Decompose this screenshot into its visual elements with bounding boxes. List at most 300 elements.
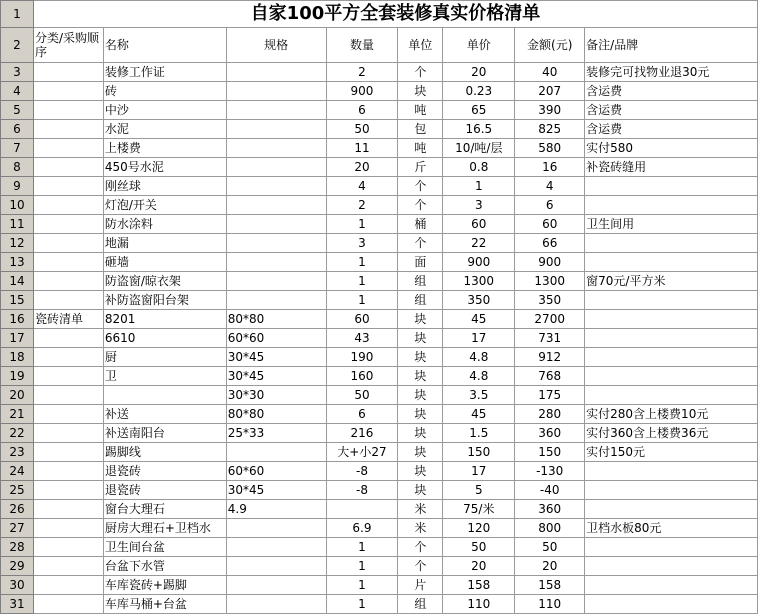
price-cell[interactable]: 45 — [443, 310, 515, 329]
note-cell[interactable]: 卫生间用 — [585, 215, 758, 234]
price-cell[interactable]: 17 — [443, 462, 515, 481]
unit-cell[interactable]: 块 — [398, 367, 443, 386]
price-cell[interactable]: 45 — [443, 405, 515, 424]
qty-cell[interactable]: 20 — [326, 158, 398, 177]
spec-cell[interactable] — [226, 595, 326, 614]
amount-cell[interactable]: 158 — [515, 576, 585, 595]
price-cell[interactable]: 3 — [443, 196, 515, 215]
unit-cell[interactable]: 个 — [398, 557, 443, 576]
table-row — [1, 462, 758, 481]
spec-cell[interactable]: 80*80 — [226, 310, 326, 329]
spec-cell[interactable]: 30*30 — [226, 386, 326, 405]
note-cell[interactable] — [585, 557, 758, 576]
column-header-qty[interactable]: 数量 — [326, 28, 398, 63]
qty-cell[interactable]: 43 — [326, 329, 398, 348]
row-header[interactable]: 9 — [1, 177, 34, 196]
table-row — [1, 291, 758, 310]
qty-cell[interactable]: 50 — [326, 120, 398, 139]
row-header[interactable]: 1 — [1, 1, 34, 28]
price-cell[interactable]: 1300 — [443, 272, 515, 291]
row-header[interactable]: 25 — [1, 481, 34, 500]
name-cell[interactable]: 450号水泥 — [103, 158, 226, 177]
price-cell[interactable]: 4.8 — [443, 367, 515, 386]
price-cell[interactable]: 50 — [443, 538, 515, 557]
note-cell[interactable] — [585, 595, 758, 614]
row-header[interactable]: 13 — [1, 253, 34, 272]
amount-cell[interactable]: 900 — [515, 253, 585, 272]
category-cell[interactable] — [33, 424, 103, 443]
price-cell[interactable]: 1.5 — [443, 424, 515, 443]
note-cell[interactable] — [585, 329, 758, 348]
spec-cell[interactable] — [226, 253, 326, 272]
amount-cell[interactable]: 360 — [515, 500, 585, 519]
spec-cell[interactable] — [226, 519, 326, 538]
column-header-amount[interactable]: 金额(元) — [515, 28, 585, 63]
spec-cell[interactable] — [226, 63, 326, 82]
unit-cell[interactable]: 米 — [398, 519, 443, 538]
amount-cell[interactable]: 800 — [515, 519, 585, 538]
unit-cell[interactable]: 桶 — [398, 215, 443, 234]
name-cell[interactable]: 防盗窗/晾衣架 — [103, 272, 226, 291]
category-cell[interactable] — [33, 291, 103, 310]
qty-cell[interactable]: 11 — [326, 139, 398, 158]
price-cell[interactable]: 60 — [443, 215, 515, 234]
category-cell[interactable] — [33, 158, 103, 177]
price-cell[interactable]: 75/米 — [443, 500, 515, 519]
amount-cell[interactable]: 2700 — [515, 310, 585, 329]
amount-cell[interactable]: 16 — [515, 158, 585, 177]
spec-cell[interactable] — [226, 291, 326, 310]
note-cell[interactable] — [585, 481, 758, 500]
unit-cell[interactable]: 个 — [398, 63, 443, 82]
amount-cell[interactable]: 150 — [515, 443, 585, 462]
note-cell[interactable]: 实付280含上楼费10元 — [585, 405, 758, 424]
price-cell[interactable]: 20 — [443, 557, 515, 576]
table-row — [1, 576, 758, 595]
note-cell[interactable]: 实付360含上楼费36元 — [585, 424, 758, 443]
qty-cell[interactable]: 900 — [326, 82, 398, 101]
note-cell[interactable]: 补瓷砖缝用 — [585, 158, 758, 177]
qty-cell[interactable]: 1 — [326, 595, 398, 614]
unit-cell[interactable]: 吨 — [398, 139, 443, 158]
name-cell[interactable]: 上楼费 — [103, 139, 226, 158]
amount-cell[interactable]: 1300 — [515, 272, 585, 291]
name-cell[interactable]: 卫 — [103, 367, 226, 386]
amount-cell[interactable]: 207 — [515, 82, 585, 101]
note-cell[interactable]: 含运费 — [585, 101, 758, 120]
spec-cell[interactable]: 30*45 — [226, 481, 326, 500]
note-cell[interactable] — [585, 291, 758, 310]
table-row — [1, 538, 758, 557]
qty-cell[interactable]: 190 — [326, 348, 398, 367]
note-cell[interactable] — [585, 538, 758, 557]
table-row — [1, 253, 758, 272]
qty-cell[interactable]: 6.9 — [326, 519, 398, 538]
name-cell[interactable] — [103, 386, 226, 405]
amount-cell[interactable]: 40 — [515, 63, 585, 82]
column-header-price[interactable]: 单价 — [443, 28, 515, 63]
name-cell[interactable]: 台盆下水管 — [103, 557, 226, 576]
table-row — [1, 481, 758, 500]
table-row — [1, 158, 758, 177]
note-cell[interactable]: 实付150元 — [585, 443, 758, 462]
row-header[interactable]: 7 — [1, 139, 34, 158]
amount-cell[interactable]: 768 — [515, 367, 585, 386]
price-cell[interactable]: 350 — [443, 291, 515, 310]
qty-cell[interactable]: -8 — [326, 481, 398, 500]
row-header[interactable]: 12 — [1, 234, 34, 253]
category-cell[interactable] — [33, 101, 103, 120]
category-cell[interactable] — [33, 519, 103, 538]
category-cell[interactable] — [33, 386, 103, 405]
price-cell[interactable]: 1 — [443, 177, 515, 196]
spec-cell[interactable]: 60*60 — [226, 329, 326, 348]
amount-cell[interactable]: -130 — [515, 462, 585, 481]
row-header[interactable]: 17 — [1, 329, 34, 348]
spec-cell[interactable] — [226, 101, 326, 120]
table-row — [1, 101, 758, 120]
name-cell[interactable]: 补送 — [103, 405, 226, 424]
unit-cell[interactable]: 块 — [398, 443, 443, 462]
category-cell[interactable] — [33, 329, 103, 348]
row-header[interactable]: 21 — [1, 405, 34, 424]
category-cell[interactable] — [33, 538, 103, 557]
unit-cell[interactable]: 块 — [398, 462, 443, 481]
table-row — [1, 177, 758, 196]
category-cell[interactable] — [33, 443, 103, 462]
spec-cell[interactable]: 30*45 — [226, 348, 326, 367]
row-header[interactable]: 31 — [1, 595, 34, 614]
row-header[interactable]: 23 — [1, 443, 34, 462]
spec-cell[interactable] — [226, 120, 326, 139]
category-cell[interactable] — [33, 253, 103, 272]
price-cell[interactable]: 10/吨/层 — [443, 139, 515, 158]
category-cell[interactable] — [33, 177, 103, 196]
spec-cell[interactable]: 30*45 — [226, 367, 326, 386]
category-cell[interactable] — [33, 82, 103, 101]
table-row — [1, 272, 758, 291]
table-row — [1, 82, 758, 101]
category-cell[interactable] — [33, 405, 103, 424]
category-cell[interactable] — [33, 215, 103, 234]
qty-cell[interactable]: 1 — [326, 215, 398, 234]
row-header[interactable]: 2 — [1, 28, 34, 63]
name-cell[interactable]: 退瓷砖 — [103, 462, 226, 481]
column-header-spec[interactable]: 规格 — [226, 28, 326, 63]
spec-cell[interactable]: 60*60 — [226, 462, 326, 481]
table-row — [1, 120, 758, 139]
row-header[interactable]: 4 — [1, 82, 34, 101]
name-cell[interactable]: 中沙 — [103, 101, 226, 120]
table-row — [1, 519, 758, 538]
row-header[interactable]: 29 — [1, 557, 34, 576]
price-cell[interactable]: 65 — [443, 101, 515, 120]
note-cell[interactable] — [585, 234, 758, 253]
table-row — [1, 139, 758, 158]
row-header[interactable]: 22 — [1, 424, 34, 443]
name-cell[interactable]: 退瓷砖 — [103, 481, 226, 500]
name-cell[interactable]: 厨房大理石+卫档水 — [103, 519, 226, 538]
qty-cell[interactable]: 1 — [326, 557, 398, 576]
row-header[interactable]: 24 — [1, 462, 34, 481]
amount-cell[interactable]: 350 — [515, 291, 585, 310]
qty-cell[interactable]: 6 — [326, 405, 398, 424]
note-cell[interactable] — [585, 196, 758, 215]
amount-cell[interactable]: 50 — [515, 538, 585, 557]
price-cell[interactable]: 150 — [443, 443, 515, 462]
table-row — [1, 348, 758, 367]
spec-cell[interactable]: 80*80 — [226, 405, 326, 424]
price-cell[interactable]: 0.8 — [443, 158, 515, 177]
qty-cell[interactable]: 大+小27 — [326, 443, 398, 462]
category-cell[interactable] — [33, 63, 103, 82]
unit-cell[interactable]: 米 — [398, 500, 443, 519]
column-header-category[interactable]: 分类/采购顺序 — [33, 28, 103, 63]
category-cell[interactable] — [33, 272, 103, 291]
name-cell[interactable]: 补防盗窗阳台架 — [103, 291, 226, 310]
unit-cell[interactable]: 块 — [398, 310, 443, 329]
qty-cell[interactable]: 60 — [326, 310, 398, 329]
table-row — [1, 215, 758, 234]
unit-cell[interactable]: 包 — [398, 120, 443, 139]
unit-cell[interactable]: 块 — [398, 82, 443, 101]
row-header[interactable]: 30 — [1, 576, 34, 595]
category-cell[interactable] — [33, 348, 103, 367]
spec-cell[interactable] — [226, 443, 326, 462]
table-row — [1, 367, 758, 386]
spec-cell[interactable] — [226, 576, 326, 595]
name-cell[interactable]: 踢脚线 — [103, 443, 226, 462]
row-header[interactable]: 16 — [1, 310, 34, 329]
unit-cell[interactable]: 个 — [398, 196, 443, 215]
table-row — [1, 424, 758, 443]
note-cell[interactable] — [585, 367, 758, 386]
unit-cell[interactable]: 组 — [398, 595, 443, 614]
name-cell[interactable]: 防水涂料 — [103, 215, 226, 234]
name-cell[interactable]: 灯泡/开关 — [103, 196, 226, 215]
price-cell[interactable]: 16.5 — [443, 120, 515, 139]
note-cell[interactable] — [585, 386, 758, 405]
unit-cell[interactable]: 块 — [398, 424, 443, 443]
header-row — [1, 28, 758, 63]
qty-cell[interactable]: 1 — [326, 576, 398, 595]
unit-cell[interactable]: 吨 — [398, 101, 443, 120]
note-cell[interactable] — [585, 576, 758, 595]
qty-cell[interactable]: 50 — [326, 386, 398, 405]
table-row — [1, 329, 758, 348]
row-header[interactable]: 15 — [1, 291, 34, 310]
column-header-note[interactable]: 备注/品牌 — [585, 28, 758, 63]
note-cell[interactable]: 装修完可找物业退30元 — [585, 63, 758, 82]
note-cell[interactable]: 窗70元/平方米 — [585, 272, 758, 291]
category-cell[interactable] — [33, 367, 103, 386]
name-cell[interactable]: 刚丝球 — [103, 177, 226, 196]
spec-cell[interactable] — [226, 215, 326, 234]
table-row — [1, 63, 758, 82]
qty-cell[interactable]: -8 — [326, 462, 398, 481]
table-row — [1, 196, 758, 215]
note-cell[interactable] — [585, 253, 758, 272]
price-cell[interactable]: 158 — [443, 576, 515, 595]
category-cell[interactable] — [33, 576, 103, 595]
unit-cell[interactable]: 个 — [398, 538, 443, 557]
category-cell[interactable] — [33, 462, 103, 481]
spec-cell[interactable] — [226, 272, 326, 291]
price-cell[interactable]: 22 — [443, 234, 515, 253]
name-cell[interactable]: 厨 — [103, 348, 226, 367]
qty-cell[interactable]: 3 — [326, 234, 398, 253]
price-cell[interactable]: 20 — [443, 63, 515, 82]
qty-cell[interactable]: 1 — [326, 272, 398, 291]
amount-cell[interactable]: 731 — [515, 329, 585, 348]
spec-cell[interactable]: 25*33 — [226, 424, 326, 443]
unit-cell[interactable]: 块 — [398, 386, 443, 405]
row-header[interactable]: 26 — [1, 500, 34, 519]
name-cell[interactable]: 卫生间台盆 — [103, 538, 226, 557]
price-cell[interactable]: 0.23 — [443, 82, 515, 101]
qty-cell[interactable]: 1 — [326, 538, 398, 557]
row-header[interactable]: 28 — [1, 538, 34, 557]
unit-cell[interactable]: 块 — [398, 405, 443, 424]
note-cell[interactable]: 实付580 — [585, 139, 758, 158]
category-cell[interactable] — [33, 120, 103, 139]
note-cell[interactable]: 含运费 — [585, 120, 758, 139]
spec-cell[interactable] — [226, 177, 326, 196]
unit-cell[interactable]: 组 — [398, 291, 443, 310]
row-header[interactable]: 19 — [1, 367, 34, 386]
note-cell[interactable] — [585, 310, 758, 329]
sheet-title[interactable]: 自家100平方全套装修真实价格清单 — [33, 1, 757, 28]
note-cell[interactable]: 含运费 — [585, 82, 758, 101]
price-cell[interactable]: 3.5 — [443, 386, 515, 405]
spec-cell[interactable]: 4.9 — [226, 500, 326, 519]
amount-cell[interactable]: 912 — [515, 348, 585, 367]
price-cell[interactable]: 5 — [443, 481, 515, 500]
note-cell[interactable] — [585, 348, 758, 367]
category-cell[interactable] — [33, 481, 103, 500]
amount-cell[interactable]: 6 — [515, 196, 585, 215]
row-header[interactable]: 18 — [1, 348, 34, 367]
amount-cell[interactable]: 580 — [515, 139, 585, 158]
name-cell[interactable]: 车库马桶+台盆 — [103, 595, 226, 614]
name-cell[interactable]: 补送南阳台 — [103, 424, 226, 443]
qty-cell[interactable]: 6 — [326, 101, 398, 120]
unit-cell[interactable]: 片 — [398, 576, 443, 595]
name-cell[interactable]: 砖 — [103, 82, 226, 101]
price-cell[interactable]: 17 — [443, 329, 515, 348]
name-cell[interactable]: 车库瓷砖+踢脚 — [103, 576, 226, 595]
note-cell[interactable]: 卫档水板80元 — [585, 519, 758, 538]
category-cell[interactable] — [33, 557, 103, 576]
category-cell[interactable] — [33, 500, 103, 519]
amount-cell[interactable]: 66 — [515, 234, 585, 253]
amount-cell[interactable]: 390 — [515, 101, 585, 120]
table-row — [1, 405, 758, 424]
note-cell[interactable] — [585, 462, 758, 481]
amount-cell[interactable]: -40 — [515, 481, 585, 500]
spec-cell[interactable] — [226, 158, 326, 177]
unit-cell[interactable]: 块 — [398, 329, 443, 348]
note-cell[interactable] — [585, 500, 758, 519]
name-cell[interactable]: 装修工作证 — [103, 63, 226, 82]
unit-cell[interactable]: 组 — [398, 272, 443, 291]
qty-cell[interactable]: 4 — [326, 177, 398, 196]
spec-cell[interactable] — [226, 234, 326, 253]
category-cell[interactable] — [33, 196, 103, 215]
spec-cell[interactable] — [226, 139, 326, 158]
category-cell[interactable] — [33, 139, 103, 158]
name-cell[interactable]: 水泥 — [103, 120, 226, 139]
unit-cell[interactable]: 个 — [398, 234, 443, 253]
name-cell[interactable]: 砸墙 — [103, 253, 226, 272]
row-header[interactable]: 11 — [1, 215, 34, 234]
qty-cell[interactable]: 160 — [326, 367, 398, 386]
column-header-name[interactable]: 名称 — [103, 28, 226, 63]
amount-cell[interactable]: 360 — [515, 424, 585, 443]
category-cell[interactable]: 瓷砖清单 — [33, 310, 103, 329]
price-cell[interactable]: 120 — [443, 519, 515, 538]
price-cell[interactable]: 900 — [443, 253, 515, 272]
row-header[interactable]: 27 — [1, 519, 34, 538]
qty-cell[interactable]: 1 — [326, 253, 398, 272]
name-cell[interactable]: 6610 — [103, 329, 226, 348]
price-cell[interactable]: 4.8 — [443, 348, 515, 367]
qty-cell[interactable]: 2 — [326, 196, 398, 215]
title-row — [1, 1, 758, 28]
amount-cell[interactable]: 280 — [515, 405, 585, 424]
name-cell[interactable]: 8201 — [103, 310, 226, 329]
row-header[interactable]: 6 — [1, 120, 34, 139]
qty-cell[interactable]: 2 — [326, 63, 398, 82]
amount-cell[interactable]: 175 — [515, 386, 585, 405]
row-header[interactable]: 14 — [1, 272, 34, 291]
amount-cell[interactable]: 20 — [515, 557, 585, 576]
unit-cell[interactable]: 块 — [398, 481, 443, 500]
table-row — [1, 234, 758, 253]
table-row — [1, 386, 758, 405]
spec-cell[interactable] — [226, 538, 326, 557]
column-header-unit[interactable]: 单位 — [398, 28, 443, 63]
unit-cell[interactable]: 面 — [398, 253, 443, 272]
spec-cell[interactable] — [226, 196, 326, 215]
row-header[interactable]: 20 — [1, 386, 34, 405]
amount-cell[interactable]: 4 — [515, 177, 585, 196]
spec-cell[interactable] — [226, 557, 326, 576]
unit-cell[interactable]: 块 — [398, 348, 443, 367]
name-cell[interactable]: 地漏 — [103, 234, 226, 253]
table-row — [1, 557, 758, 576]
row-header[interactable]: 10 — [1, 196, 34, 215]
category-cell[interactable] — [33, 595, 103, 614]
row-header[interactable]: 8 — [1, 158, 34, 177]
name-cell[interactable]: 窗台大理石 — [103, 500, 226, 519]
unit-cell[interactable]: 个 — [398, 177, 443, 196]
unit-cell[interactable]: 斤 — [398, 158, 443, 177]
amount-cell[interactable]: 60 — [515, 215, 585, 234]
amount-cell[interactable]: 825 — [515, 120, 585, 139]
qty-cell[interactable]: 1 — [326, 291, 398, 310]
category-cell[interactable] — [33, 234, 103, 253]
qty-cell[interactable]: 216 — [326, 424, 398, 443]
spec-cell[interactable] — [226, 82, 326, 101]
qty-cell[interactable] — [326, 500, 398, 519]
amount-cell[interactable]: 110 — [515, 595, 585, 614]
note-cell[interactable] — [585, 177, 758, 196]
row-header[interactable]: 5 — [1, 101, 34, 120]
table-row — [1, 595, 758, 614]
row-header[interactable]: 3 — [1, 63, 34, 82]
price-cell[interactable]: 110 — [443, 595, 515, 614]
